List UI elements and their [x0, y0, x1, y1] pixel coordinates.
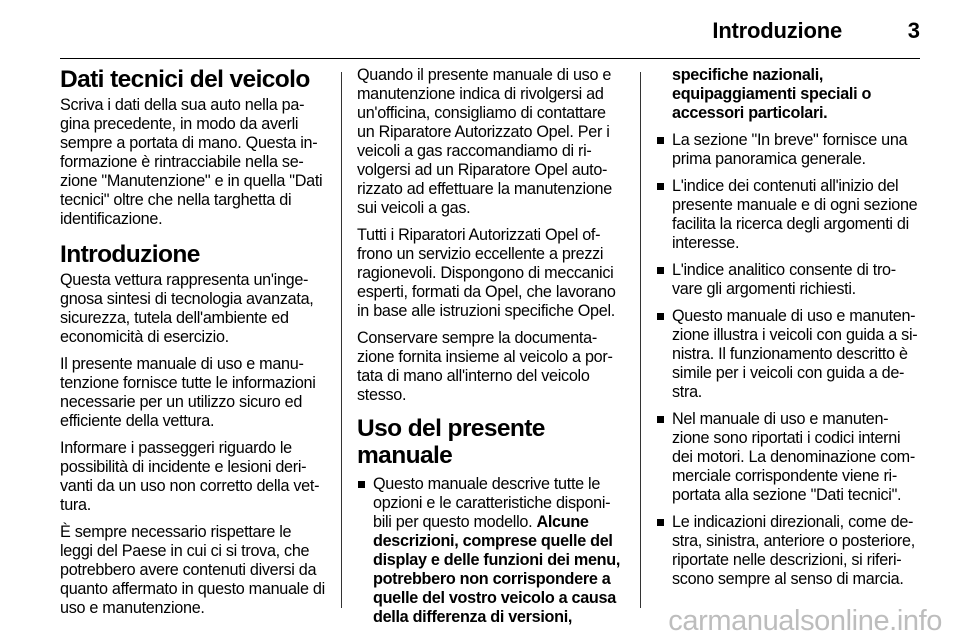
column-divider-1 — [341, 72, 342, 608]
list-item — [357, 475, 627, 627]
bullet-list — [656, 131, 922, 589]
watermark: carmanualsonline.info — [668, 605, 942, 637]
column-3 — [656, 66, 922, 597]
paragraph-riparatori: Tutti i Riparatori Autorizzati Opel of-frono un servizio eccellente a prezzi ragionevoli. Dispongono di meccanici esperti, formati da Opel, che lavorano in base alle istruzioni specifiche Opel. — [357, 226, 616, 320]
header-rule — [60, 58, 920, 59]
page-header — [0, 0, 960, 60]
header-title: Introduzione — [712, 18, 842, 43]
heading-uso-manuale: Uso del presente manuale — [357, 415, 545, 469]
paragraph-intro-1: Questa vettura rappresenta un'inge-gnosa sintesi di tecnologia avanzata, sicurezza, tutela dell'ambiente ed economicità di esercizio. — [60, 271, 314, 346]
list-item: Le indicazioni direzionali, come de-stra, sinistra, anteriore o posteriore, riportate nelle descrizioni, si riferi-scono sempre al senso di marcia. — [656, 513, 922, 589]
bullet-continuation-bold: specifiche nazionali, equipaggiamenti speciali o accessori particolari. — [672, 66, 872, 122]
bullet-text: Questo manuale descrive tutte le opzioni e le caratteristiche disponi-bili per questo modello. — [373, 475, 611, 531]
column-1 — [60, 66, 328, 626]
column-2 — [357, 66, 627, 635]
list-item: L'indice analitico consente di tro-vare gli argomenti richiesti. — [656, 261, 922, 299]
paragraph-intro-3: Informare i passeggeri riguardo le possibilità di incidente e lesioni deri-vanti da un uso non corretto della vet-tura. — [60, 439, 320, 514]
paragraph-intro-4: È sempre necessario rispettare le leggi del Paese in cui ci si trova, che potrebbero avere contenuti diversi da quanto affermato in questo manuale di uso e manutenzione. — [60, 523, 325, 617]
paragraph-intro-2: Il presente manuale di uso e manu-tenzione fornisce tutte le informazioni necessarie per un utilizzo sicuro ed efficiente della vettura. — [60, 355, 316, 430]
list-item: L'indice dei contenuti all'inizio del presente manuale e di ogni sezione facilita la ricerca degli argomenti di interesse. — [656, 177, 922, 253]
list-item: Nel manuale di uso e manuten-zione sono riportati i codici interni dei motori. La denominazione com-merciale corrispondente viene ri-portata alla sezione "Dati tecnici". — [656, 410, 922, 505]
paragraph-officina: Quando il presente manuale di uso e manutenzione indica di rivolgersi ad un'officina, consigliamo di contattare un Riparatore Autorizzato Opel. Per i veicoli a gas raccomandiamo di ri-volgersi ad un Riparatore Opel auto-rizzato ad effettuare la manutenzione sui veicoli a gas. — [357, 66, 612, 217]
list-item: La sezione "In breve" fornisce una prima panoramica generale. — [656, 131, 922, 169]
paragraph-dati-tecnici: Scriva i dati della sua auto nella pa-gina precedente, in modo da averli sempre a portata di mano. Questa in-formazione è rintracciabile nella se-zione "Manutenzione" e in quella "Dati tecnici" oltre che nella targhetta di identificazione. — [60, 96, 323, 228]
heading-introduzione: Introduzione — [60, 241, 200, 268]
paragraph-documentazione: Conservare sempre la documenta-zione fornita insieme al veicolo a por-tata di mano all'interno del veicolo stesso. — [357, 329, 613, 404]
bullet-text-bold: Alcune descrizioni, comprese quelle del display e delle funzioni dei menu, potrebbero non corrispondere a quelle del vostro veicolo a causa della differenza di versioni, — [373, 513, 621, 626]
bullet-list — [357, 475, 627, 627]
page-number: 3 — [907, 18, 920, 43]
list-item: Questo manuale di uso e manuten-zione illustra i veicoli con guida a si-nistra. Il funzionamento descritto è simile per i veicoli con guida a de-stra. — [656, 307, 922, 402]
heading-dati-tecnici: Dati tecnici del veicolo — [60, 66, 310, 93]
column-divider-2 — [640, 72, 641, 608]
